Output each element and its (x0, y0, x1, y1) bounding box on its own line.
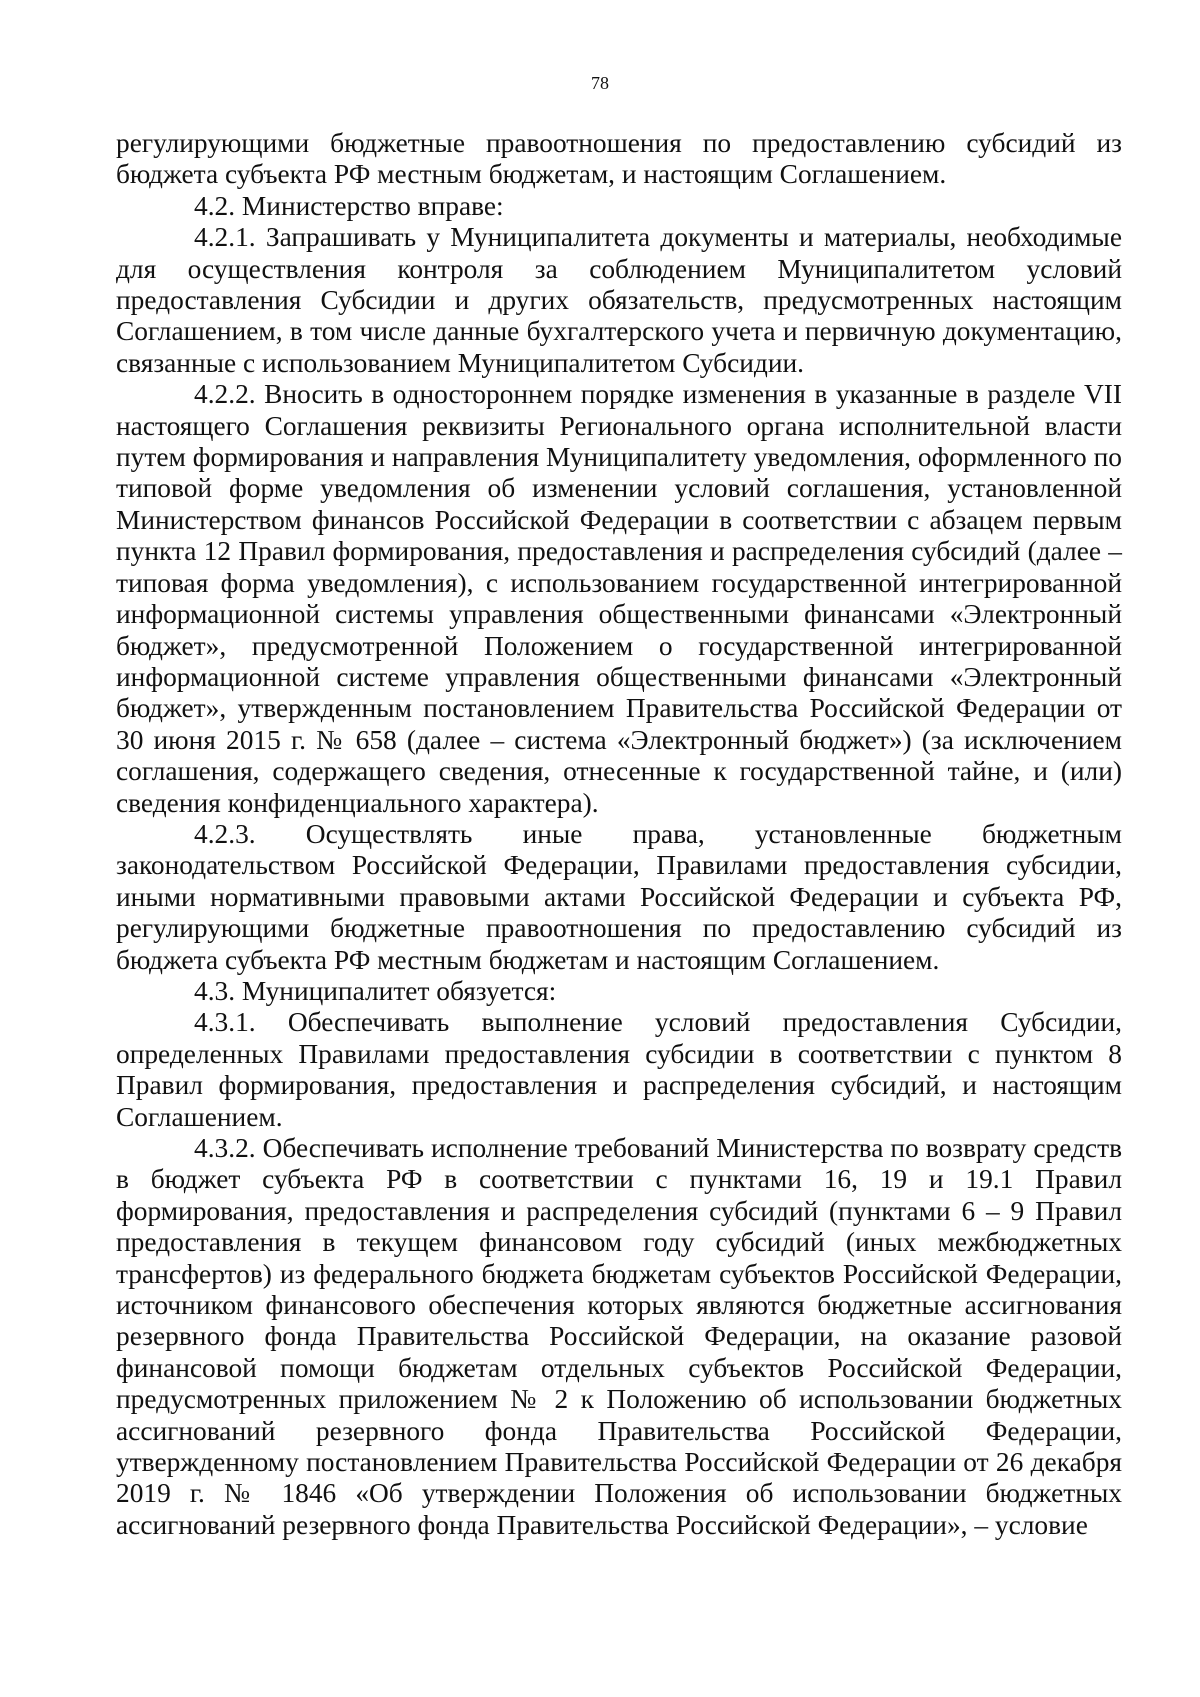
paragraph-4-2: 4.2. Министерство вправе: (194, 190, 504, 221)
paragraph-4-3: 4.3. Муниципалитет обязуется: (194, 975, 557, 1006)
paragraph-4-3-2: 4.3.2. Обеспечивать исполнение требований Министерства по возврату средств в бюджет субъекта РФ в соответствии с пунктами 16, 19 и 19.1 Правил формирования, предоставления и распределения субсидий (пунктами 6 – 9 Правил предоставления в текущем финансовом году субсидий (иных межбюджетных трансфертов) из федерального бюджета бюджетам субъектов Российской Федерации, источником финансового обеспечения которых являются бюджетные ассигнования резервного фонда Правительства Российской Федерации, на оказание разовой финансовой помощи бюджетам отдельных субъектов Российской Федерации, предусмотренных приложением № 2 к Положению об использовании бюджетных ассигнований резервного фонда Правительства Российской Федерации, утвержденному постановлением Правительства Российской Федерации от 26 декабря 2019 г. № 1846 «Об утверждении Положения об использовании бюджетных ассигнований резервного фонда Правительства Российской Федерации», – условие (116, 1133, 1122, 1540)
paragraph-4-2-2: 4.2.2. Вносить в одностороннем порядке изменения в указанные в разделе VII настоящего Соглашения реквизиты Регионального органа исполнительной власти путем формирования и направления Муниципалитету уведомления, оформленного по типовой форме уведомления об изменении условий соглашения, установленной Министерством финансов Российской Федерации в соответствии с абзацем первым пункта 12 Правил формирования, предоставления и распределения субсидий (далее – типовая форма уведомления), с использованием государственной интегрированной информационной системы управления общественными финансами «Электронный бюджет», предусмотренной Положением о государственной интегрированной информационной системе управления общественными финансами «Электронный бюджет», утвержденным постановлением Правительства Российской Федерации от 30 июня 2015 г. № 658 (далее – система «Электронный бюджет») (за исключением соглашения, содержащего сведения, отнесенные к государственной тайне, и (или) сведения конфиденциального характера). (116, 379, 1122, 818)
document-body (116, 128, 1122, 1541)
paragraph-4-2-3: 4.2.3. Осуществлять иные права, установленные бюджетным законодательством Российской Федерации, Правилами предоставления субсидии, иными нормативными правовыми актами Российской Федерации и субъекта РФ, регулирующими бюджетные правоотношения по предоставлению субсидий из бюджета субъекта РФ местным бюджетам и настоящим Соглашением. (116, 818, 1122, 975)
paragraph-continuation: регулирующими бюджетные правоотношения по предоставлению субсидий из бюджета субъекта РФ местным бюджетам, и настоящим Соглашением. (116, 128, 1122, 190)
page-number: 78 (591, 73, 609, 93)
paragraph-4-2-1: 4.2.1. Запрашивать у Муниципалитета документы и материалы, необходимые для осуществления контроля за соблюдением Муниципалитетом условий предоставления Субсидии и других обязательств, предусмотренных настоящим Соглашением, в том числе данные бухгалтерского учета и первичную документацию, связанные с использованием Муниципалитетом Субсидии. (116, 222, 1122, 378)
paragraph-4-3-1: 4.3.1. Обеспечивать выполнение условий предоставления Субсидии, определенных Правилами предоставления субсидии в соответствии с пунктом 8 Правил формирования, предоставления и распределения субсидий, и настоящим Соглашением. (116, 1007, 1122, 1132)
